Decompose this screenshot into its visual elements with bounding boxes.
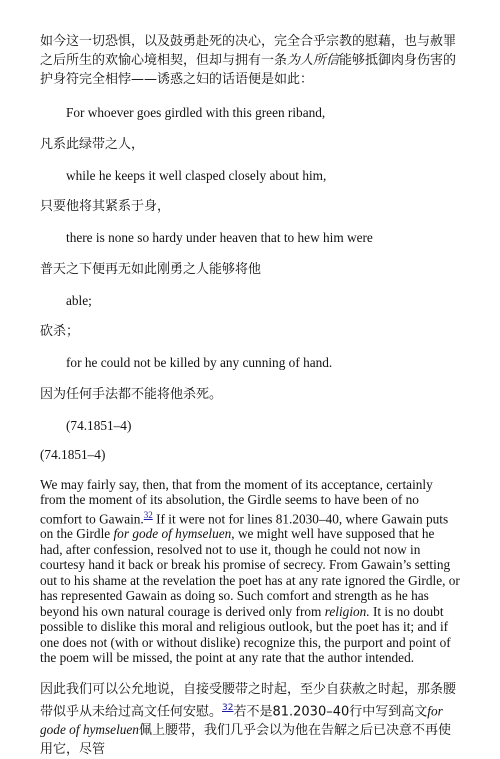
english-paragraph [40,477,460,666]
footnote-link-32[interactable]: 32 [143,509,153,520]
intro-paragraph [40,32,460,89]
verse-line-3-zh: 普天之下便再无如此刚勇之人能够将他 [40,261,262,277]
citation-indented: (74.1851–4) [66,417,132,433]
verse-line-2-zh: 只要他将其紧系于身， [40,199,171,214]
english-text-4: It is no doubt possible to dislike this moral and religious outlook, but the poet has it; and if one does not (with or without dislike) recognize this, the purport and point of the poem will be missed, the point at any rate that the author intended. [40,603,451,666]
intro-text-2: 能够抵御肉身伤害的护身符完全相悖——诱惑之妇的话语便是如此： [40,53,457,87]
citation: (74.1851–4) [40,447,106,462]
verse-line-1-zh: 凡系此绿带之人， [40,136,145,152]
footnote-link-32-zh[interactable]: 32 [222,702,234,713]
english-text-2: If it were not for lines 81.2030–40, where Gawain puts on the Girdle [40,510,449,542]
verse-line-4-zh: 砍杀； [40,324,80,339]
verse-line-1-en: For whoever goes girdled with this green riband, [66,105,326,120]
chinese-text-1: 因此我们可以公允地说，自接受腰带之时起，至少自获赦之时起，那条腰带似乎从未给过高文任何安慰。 [40,681,457,720]
verse-line-2-en: while he keeps it well clasped closely about him, [66,167,327,183]
verse-line-4-en: able; [66,292,92,308]
english-italic-1: for gode of hymseluen [113,526,232,542]
intro-italic: 为人所信 [287,53,340,68]
english-text-3: , we might well have supposed that he had, after confession, resolved not to use it, though he could not now in courtesy hand it back or break his promise of secrecy. From Gawain’s setting out to his shame at the revelation the poet has at any rate ignored the Girdle, or has represented Gawain as doing so. Such comfort and strength as he has beyond his own natural courage is derived only from [40,526,460,619]
verse-line-3-en: there is none so hardy under heaven that to hew him were [66,230,373,245]
chinese-text-2: 若不是81.2030–40行中写到高文 [233,704,428,720]
intro-text-1: 如今这一切恐惧，以及鼓勇赴死的决心，完全合乎宗教的慰藉，也与赦罪之后所生的欢愉心境相契，但却与拥有一条 [40,34,457,68]
english-text-1: We may fairly say, then, that from the moment of its acceptance, certainly from the moment of its absolution, the Girdle seems to have been of no comfort to Gawain. [40,476,433,526]
chinese-text-3: 佩上腰带，我们几乎会以为他在告解之后已决意不再使用它，尽管 [40,723,451,758]
chinese-italic-1: for gode of hymseluen [40,703,443,738]
document-page [40,32,460,759]
verse-line-5-en: for he could not be killed by any cunning of hand. [66,355,333,370]
verse-line-5-zh: 因为任何手法都不能将他杀死。 [40,386,223,402]
chinese-paragraph [40,680,460,759]
english-italic-2: religion. [324,603,370,619]
